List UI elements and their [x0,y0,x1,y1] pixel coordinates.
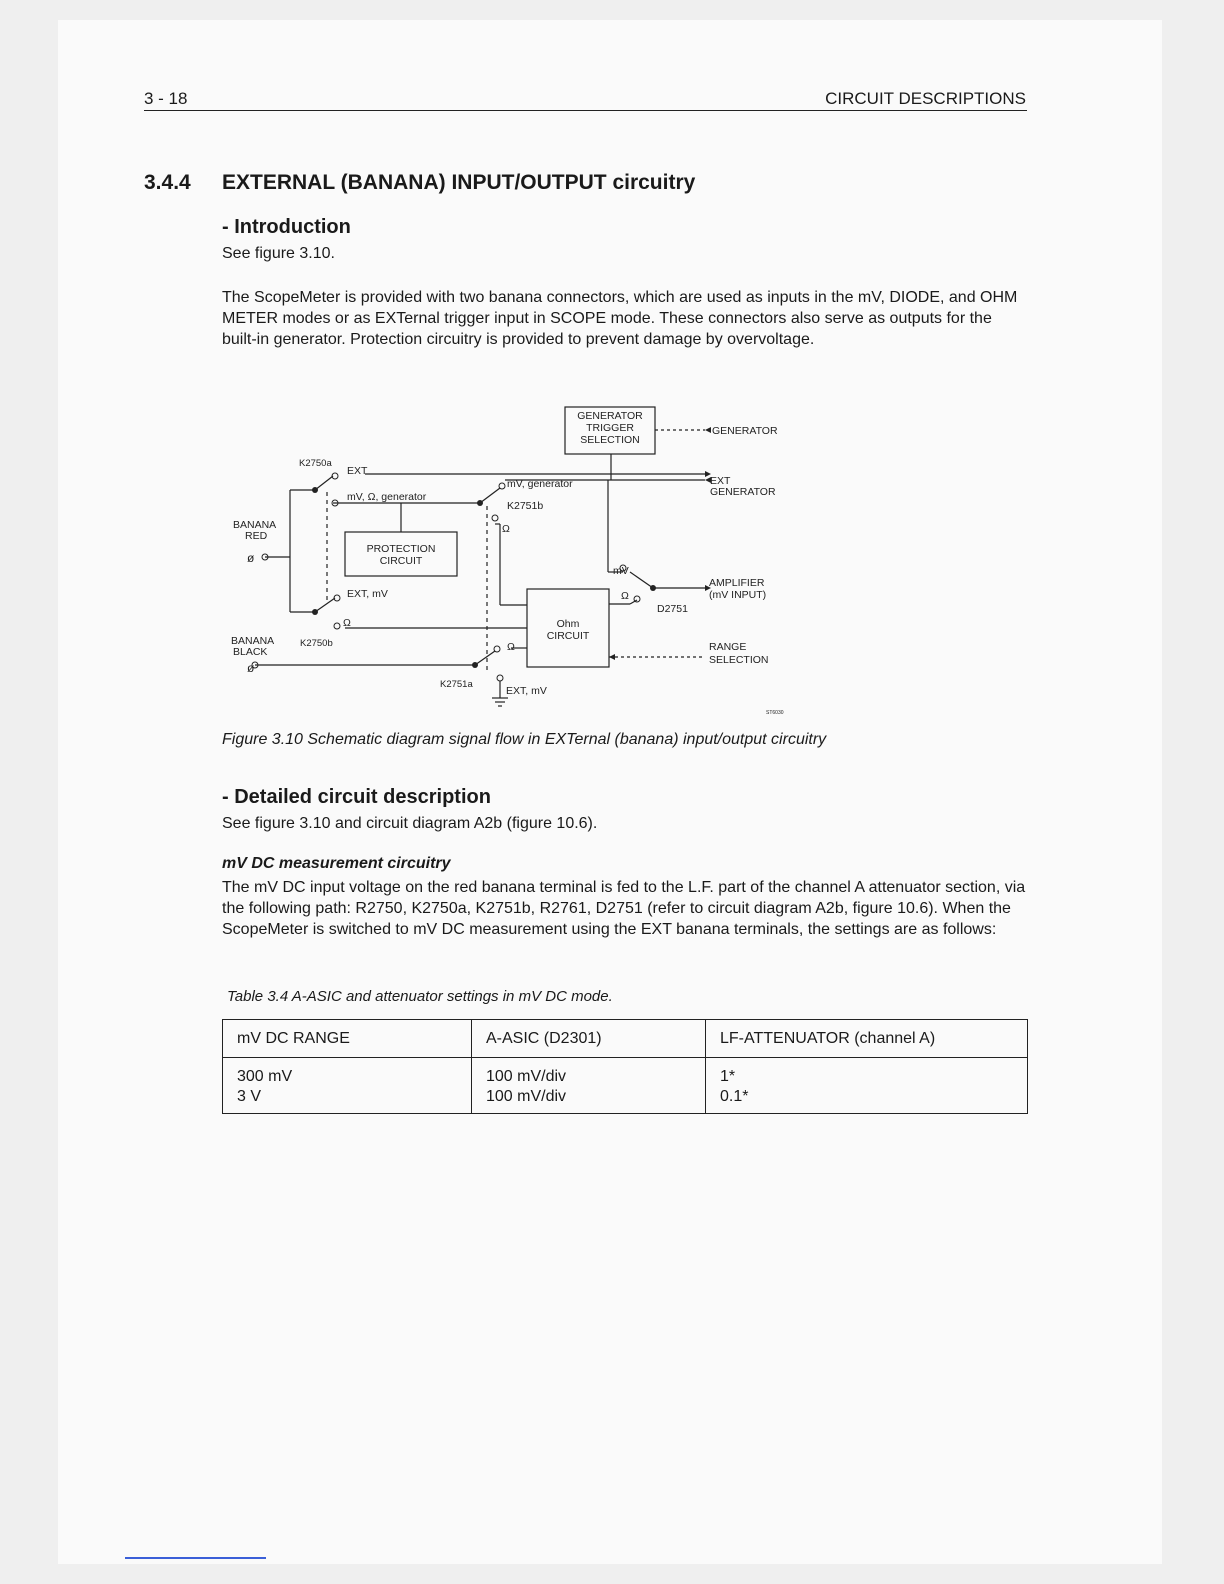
label-ohm-k2750b: Ω [343,617,351,629]
banana-red-line2: RED [245,530,268,542]
label-ohm-k2751a: Ω [507,641,515,653]
amplifier-line1: AMPLIFIER [709,577,765,589]
amplifier-line2: (mV INPUT) [709,589,767,601]
gen-box-line1: GENERATOR [577,410,643,422]
label-ohm-d: Ω [621,590,629,602]
label-ohm-b: Ω [502,523,510,535]
asic-cell [472,1058,706,1114]
detail-subheading: mV DC measurement circuitry [222,855,451,872]
label-generator-out: GENERATOR [710,486,776,498]
intro-see: See figure 3.10. [222,245,335,262]
header-range: mV DC RANGE [223,1020,472,1058]
label-generator: GENERATOR [712,425,778,437]
header-rule [144,110,1027,111]
protection-line2: CIRCUIT [379,555,423,567]
label-d2751: D2751 [657,603,688,615]
atten-3v: 0.1* [720,1088,749,1105]
section-title: EXTERNAL (BANANA) INPUT/OUTPUT circuitry [222,171,696,194]
label-ext-mv: EXT, mV [347,588,388,600]
figure-caption: Figure 3.10 Schematic diagram signal flow in EXTernal (banana) input/output circuitry [222,731,827,748]
header-attenuator: LF-ATTENUATOR (channel A) [706,1020,1028,1058]
range-cell [223,1058,472,1114]
label-k2751b: K2751b [507,500,544,512]
range-300mv: 300 mV [237,1068,293,1085]
ohm-circuit-line1: Ohm [556,618,580,630]
banana-black-line1: BANANA [231,635,275,647]
label-mv-ohm-gen: mV, Ω, generator [347,491,427,503]
banana-black-line2: BLACK [233,646,268,658]
arrow-generator [705,427,711,433]
figure-code: ST6030 [766,710,784,716]
label-ext-out: EXT [710,475,731,487]
label-mv-generator: mV, generator [507,478,573,490]
label-ext-mv-2: EXT, mV [506,685,547,697]
asic-300mv: 100 mV/div [486,1068,567,1085]
gen-box-line3: SELECTION [580,434,640,446]
gen-box-line2: TRIGGER [586,422,634,434]
asic-3v: 100 mV/div [486,1088,567,1105]
section-number: 3.4.4 [144,171,191,194]
protection-line1: PROTECTION [366,543,436,555]
svg-text:ø: ø [247,551,255,565]
label-k2751a: K2751a [440,679,473,690]
ohm-circuit-line2: CIRCUIT [546,630,590,642]
page-number: 3 - 18 [144,89,188,108]
label-ext: EXT [347,465,368,477]
settings-table [222,1019,1028,1114]
detail-heading: - Detailed circuit description [222,786,491,808]
label-k2750a: K2750a [299,458,332,469]
attenuator-cell [706,1058,1028,1114]
intro-paragraph: The ScopeMeter is provided with two banana connectors, which are used as inputs in the mV, DIODE, and OHM METER modes or as EXTernal trigger input in SCOPE mode. These connectors also serve as outputs for the built-in generator. Protection circuitry is provided to prevent damage by overvoltage. [222,289,1018,348]
intro-heading: - Introduction [222,216,351,238]
arrow-range [609,654,615,660]
schematic-diagram [225,400,825,720]
table-caption: Table 3.4 A-ASIC and attenuator settings in mV DC mode. [227,988,613,1005]
range-line2: SELECTION [709,654,769,666]
footer-blue-rule [125,1557,266,1559]
atten-300mv: 1* [720,1068,736,1085]
range-3v: 3 V [237,1088,262,1105]
label-mv: mV [613,565,629,577]
svg-text:ø: ø [247,661,255,675]
range-line1: RANGE [709,641,747,653]
table-row [223,1058,1028,1114]
detail-paragraph: The mV DC input voltage on the red banana terminal is fed to the L.F. part of the channel A attenuator section, via the following path: R2750, K2750a, K2751b, R2761, D2751 (refer to circuit diagram A2b, figure 10.6). When the ScopeMeter is switched to mV DC measurement using the EXT banana terminals, the settings are as follows: [222,879,1026,938]
table-header-row [223,1020,1028,1058]
detail-see: See figure 3.10 and circuit diagram A2b (figure 10.6). [222,815,598,832]
header-asic: A-ASIC (D2301) [472,1020,706,1058]
label-k2750b: K2750b [300,638,333,649]
banana-red-line1: BANANA [233,519,277,531]
chapter-title: CIRCUIT DESCRIPTIONS [825,89,1026,108]
